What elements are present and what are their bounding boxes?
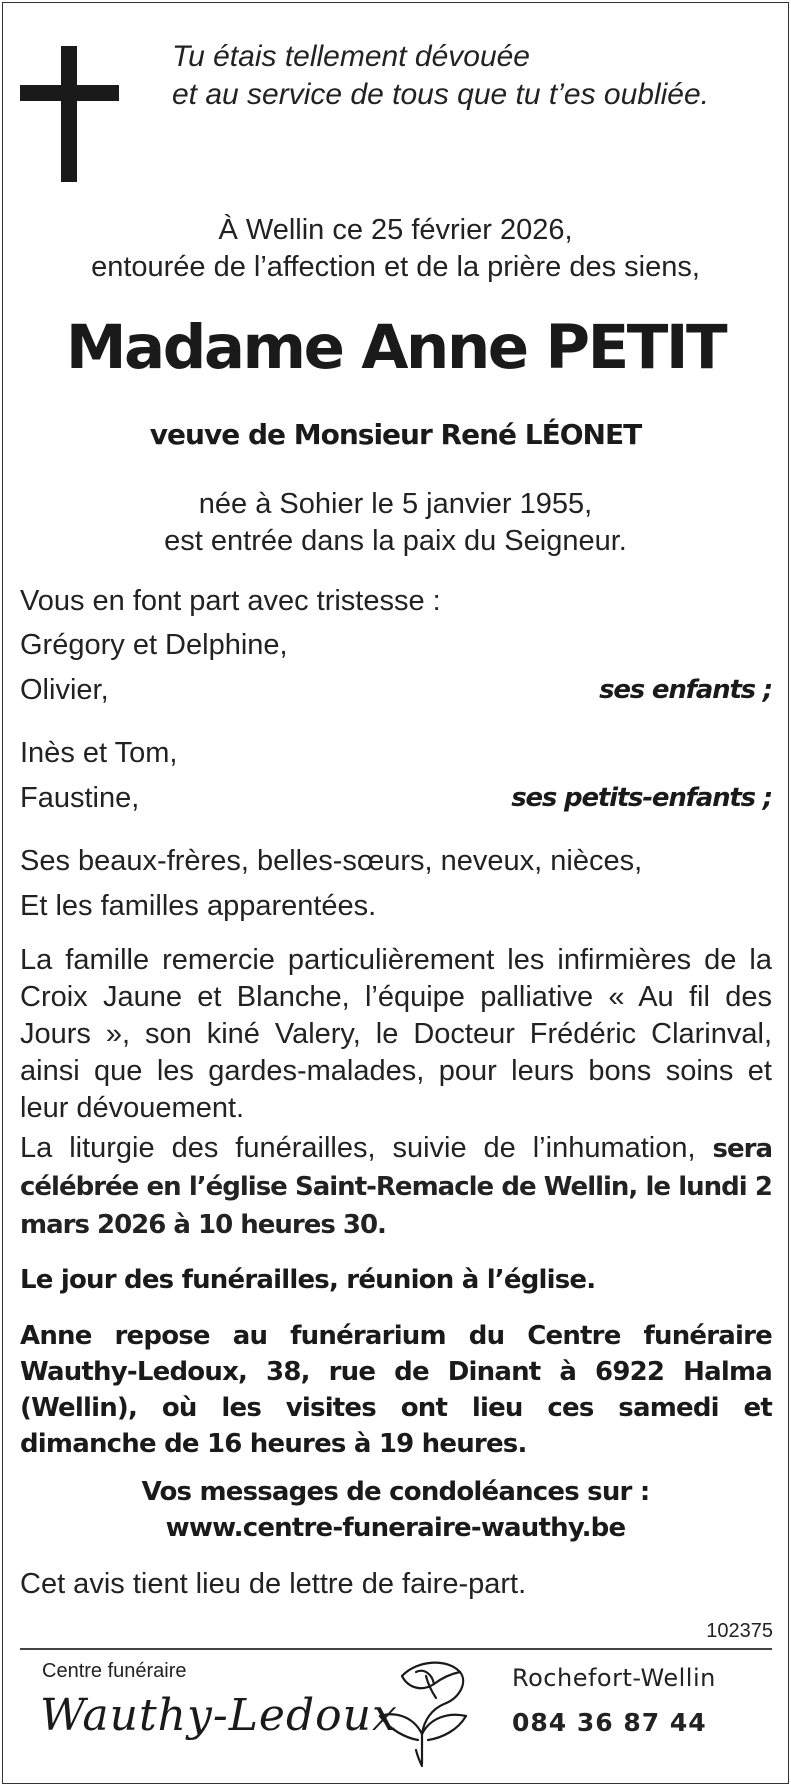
funeral-home-name: Wauthy-Ledoux: [40, 1690, 398, 1741]
children-line-1: Grégory et Delphine,: [20, 629, 288, 661]
funeral-home-town: Rochefort-Wellin: [512, 1664, 716, 1692]
relatives-line-2: Et les familles apparentées.: [20, 890, 377, 922]
deceased-name: Madame Anne PETIT: [65, 312, 726, 383]
closing-line: Cet avis tient lieu de lettre de faire-part.: [20, 1568, 527, 1600]
birth-details: [10, 486, 781, 560]
children-row: [20, 672, 772, 712]
calla-lily-icon: [372, 1654, 474, 1774]
relatives-line-1: Ses beaux-frères, belles-sœurs, neveux, nièces,: [20, 845, 643, 877]
footer-divider: [20, 1648, 772, 1650]
quote-line-2: et au service de tous que tu t’es oubliée.: [172, 78, 710, 111]
reference-number: 102375: [706, 1620, 773, 1642]
intro: [10, 212, 781, 286]
liturgy-paragraph: [20, 1130, 772, 1244]
intro-line-1: À Wellin ce 25 février 2026,: [218, 214, 573, 246]
birth-line: née à Sohier le 5 janvier 1955,: [198, 488, 593, 520]
thanks-paragraph: La famille remercie particulièrement les infirmières de la Croix Jaune et Blanche, l’équipe palliative « Au fil des Jours », son kiné Valery, le Docteur Frédéric Clarinval, ainsi que les gardes-malades, pour leurs bons soins et leur dévouement.: [20, 944, 772, 1124]
children-line-2: Olivier,: [20, 674, 109, 706]
grandchildren-line-2: Faustine,: [20, 782, 140, 814]
widow-of: veuve de Monsieur René LÉONET: [149, 418, 642, 451]
funeral-home-label: Centre funéraire: [42, 1660, 187, 1682]
quote-line-1: Tu étais tellement dévouée: [172, 40, 530, 73]
liturgy-bold: sera célébrée en l’église Saint-Remacle de Wellin, le lundi 2 mars 2026 à 10 heures 30.: [20, 1134, 772, 1240]
announce-line: Vous en font part avec tristesse :: [20, 585, 441, 617]
funeral-home-phone[interactable]: 084 36 87 44: [512, 1708, 707, 1737]
passing-line: est entrée dans la paix du Seigneur.: [164, 525, 627, 557]
meeting-line: Le jour des funérailles, réunion à l’église.: [20, 1265, 596, 1295]
grandchildren-row: [20, 780, 772, 820]
grandchildren-label: ses petits-enfants ;: [511, 783, 772, 813]
condolences-label: Vos messages de condoléances sur :: [141, 1477, 650, 1507]
epigraph-quote: [172, 38, 772, 114]
liturgy-plain: La liturgie des funérailles, suivie de l’inhumation,: [20, 1132, 696, 1164]
visitation-paragraph: Anne repose au funérarium du Centre funéraire Wauthy-Ledoux, 38, rue de Dinant à 6922 Halma (Wellin), où les visites ont lieu ces samedi et dimanche de 16 heures à 19 heures.: [20, 1321, 772, 1459]
grandchildren-line-1: Inès et Tom,: [20, 737, 178, 769]
condolences-url[interactable]: www.centre-funeraire-wauthy.be: [165, 1513, 626, 1543]
intro-line-2: entourée de l’affection et de la prière des siens,: [91, 251, 700, 283]
condolences-block: [10, 1474, 781, 1546]
children-label: ses enfants ;: [599, 675, 772, 705]
